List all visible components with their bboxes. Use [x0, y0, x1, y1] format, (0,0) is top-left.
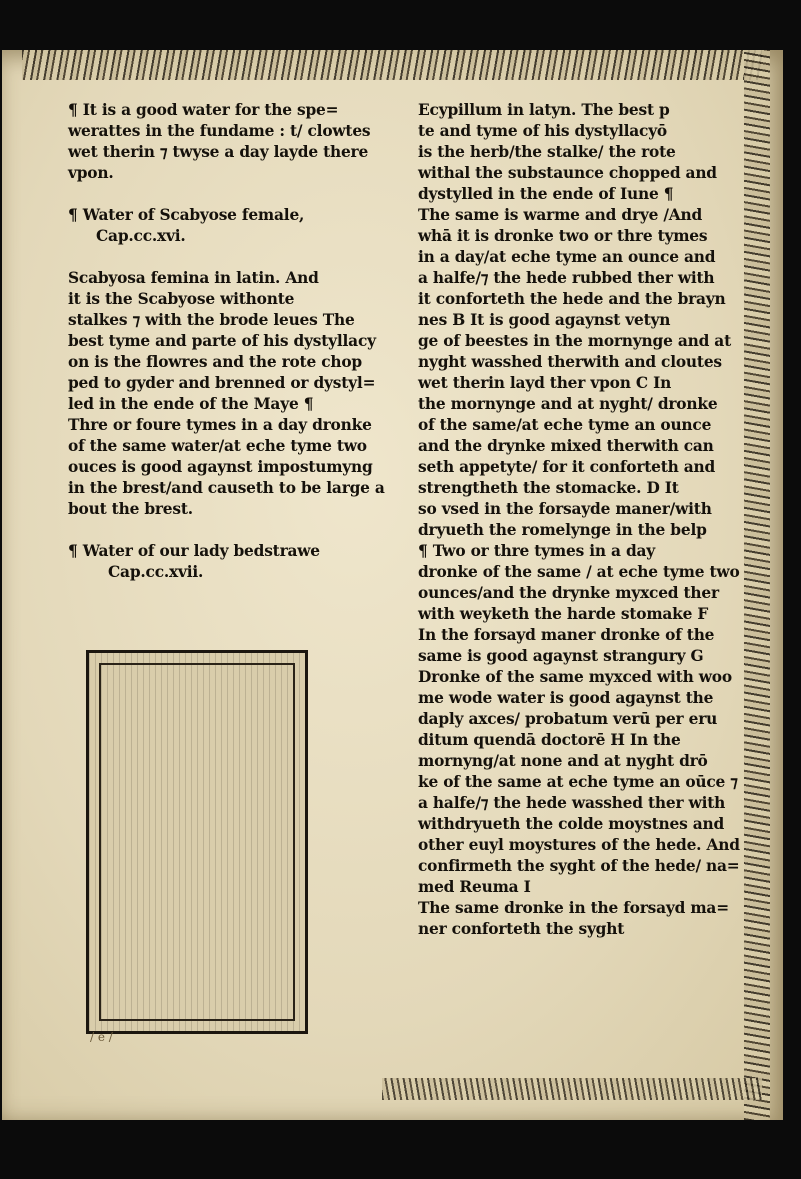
text-line: same is good agaynst strangury G: [418, 647, 704, 665]
text-line: Scabyosa femina in latin. And: [68, 269, 319, 287]
text-line: med Reuma I: [418, 878, 531, 896]
chapter-heading: ¶ Water of Scabyose female,: [68, 206, 305, 224]
text-line: wet therin layd ther vpon C In: [418, 374, 672, 392]
text-line: on is the flowres and the rote chop: [68, 353, 362, 371]
text-line: ped to gyder and brenned or dystyl=: [68, 374, 376, 392]
text-line: Ecypillum in latyn. The best p: [418, 101, 670, 119]
text-line: bout the brest.: [68, 500, 193, 518]
text-line: ner conforteth the syght: [418, 920, 625, 938]
text-line: and the drynke mixed therwith can: [418, 437, 714, 455]
text-line: is the herb/the stalke/ the rote: [418, 143, 676, 161]
right-column: [418, 100, 740, 940]
text-line: stalkes ⁊ with the brode leues The: [68, 311, 355, 329]
text-line: led in the ende of the Maye ¶: [68, 395, 314, 413]
chapter-number: Cap.cc.xvi.: [96, 227, 186, 245]
text-line: ge of beestes in the mornynge and at: [418, 332, 731, 350]
left-column: [68, 100, 385, 583]
decorative-border-top: [22, 50, 762, 80]
text-line: withdryueth the colde moystnes and: [418, 815, 725, 833]
chapter-heading: ¶ Water of our lady bedstrawe: [68, 542, 320, 560]
text-line: te and tyme of his dystyllacyō: [418, 122, 667, 140]
text-line: of the same/at eche tyme an ounce: [418, 416, 712, 434]
text-line: me wode water is good agaynst the: [418, 689, 714, 707]
text-line: Dronke of the same myxced with woo: [418, 668, 732, 686]
text-line: Thre or foure tymes in a day dronke: [68, 416, 372, 434]
text-line: wet therin ⁊ twyse a day layde there: [68, 143, 369, 161]
text-line: of the same water/at eche tyme two: [68, 437, 367, 455]
text-line: daply axces/ probatum verū per eru: [418, 710, 718, 728]
woodcut-frame: [99, 663, 295, 1021]
text-line: a halfe/⁊ the hede rubbed ther with: [418, 269, 715, 287]
text-line: The same is warme and drye /And: [418, 206, 703, 224]
chapter-number: Cap.cc.xvii.: [108, 563, 204, 581]
text-line: ditum quendā doctorē H In the: [418, 731, 681, 749]
text-line: the mornynge and at nyght/ dronke: [418, 395, 718, 413]
text-line: strengtheth the stomacke. D It: [418, 479, 679, 497]
text-line: ke of the same at eche tyme an oūce ⁊: [418, 773, 738, 791]
text-line: so vsed in the forsayde maner/with: [418, 500, 712, 518]
text-line: In the forsayd maner dronke of the: [418, 626, 715, 644]
decorative-border-bottom: [382, 1078, 762, 1100]
decorative-border-right: [744, 50, 770, 1120]
text-line: vpon.: [68, 164, 114, 182]
text-line: The same dronke in the forsayd ma=: [418, 899, 729, 917]
woodcut-illustration: [86, 650, 308, 1034]
text-line: other euyl moystures of the hede. And: [418, 836, 740, 854]
text-line: ¶ It is a good water for the spe=: [68, 101, 339, 119]
text-line: a halfe/⁊ the hede wasshed ther with: [418, 794, 726, 812]
text-line: ¶ Two or thre tymes in a day: [418, 542, 656, 560]
text-line: confirmeth the syght of the hede/ na=: [418, 857, 740, 875]
text-line: dronke of the same / at eche tyme two: [418, 563, 740, 581]
text-line: mornyng/at none and at nyght drō: [418, 752, 708, 770]
text-line: it is the Scabyose withonte: [68, 290, 295, 308]
text-line: nes B It is good agaynst vetyn: [418, 311, 671, 329]
text-line: ounces/and the drynke myxced ther: [418, 584, 719, 602]
text-line: nyght wasshed therwith and cloutes: [418, 353, 722, 371]
text-line: in a day/at eche tyme an ounce and: [418, 248, 716, 266]
folio-mark: / e /: [90, 1030, 113, 1044]
text-line: it conforteth the hede and the brayn: [418, 290, 726, 308]
text-line: with weyketh the harde stomake F: [418, 605, 709, 623]
text-line: withal the substaunce chopped and: [418, 164, 717, 182]
text-line: ouces is good agaynst impostumyng: [68, 458, 373, 476]
text-line: werattes in the fundame : t/ clowtes: [68, 122, 371, 140]
text-line: best tyme and parte of his dystyllacy: [68, 332, 376, 350]
text-line: in the brest/and causeth to be large a: [68, 479, 385, 497]
text-line: seth appetyte/ for it conforteth and: [418, 458, 716, 476]
text-line: dystylled in the ende of Iune ¶: [418, 185, 674, 203]
text-line: dryueth the romelynge in the belp: [418, 521, 707, 539]
text-line: whā it is dronke two or thre tymes: [418, 227, 708, 245]
